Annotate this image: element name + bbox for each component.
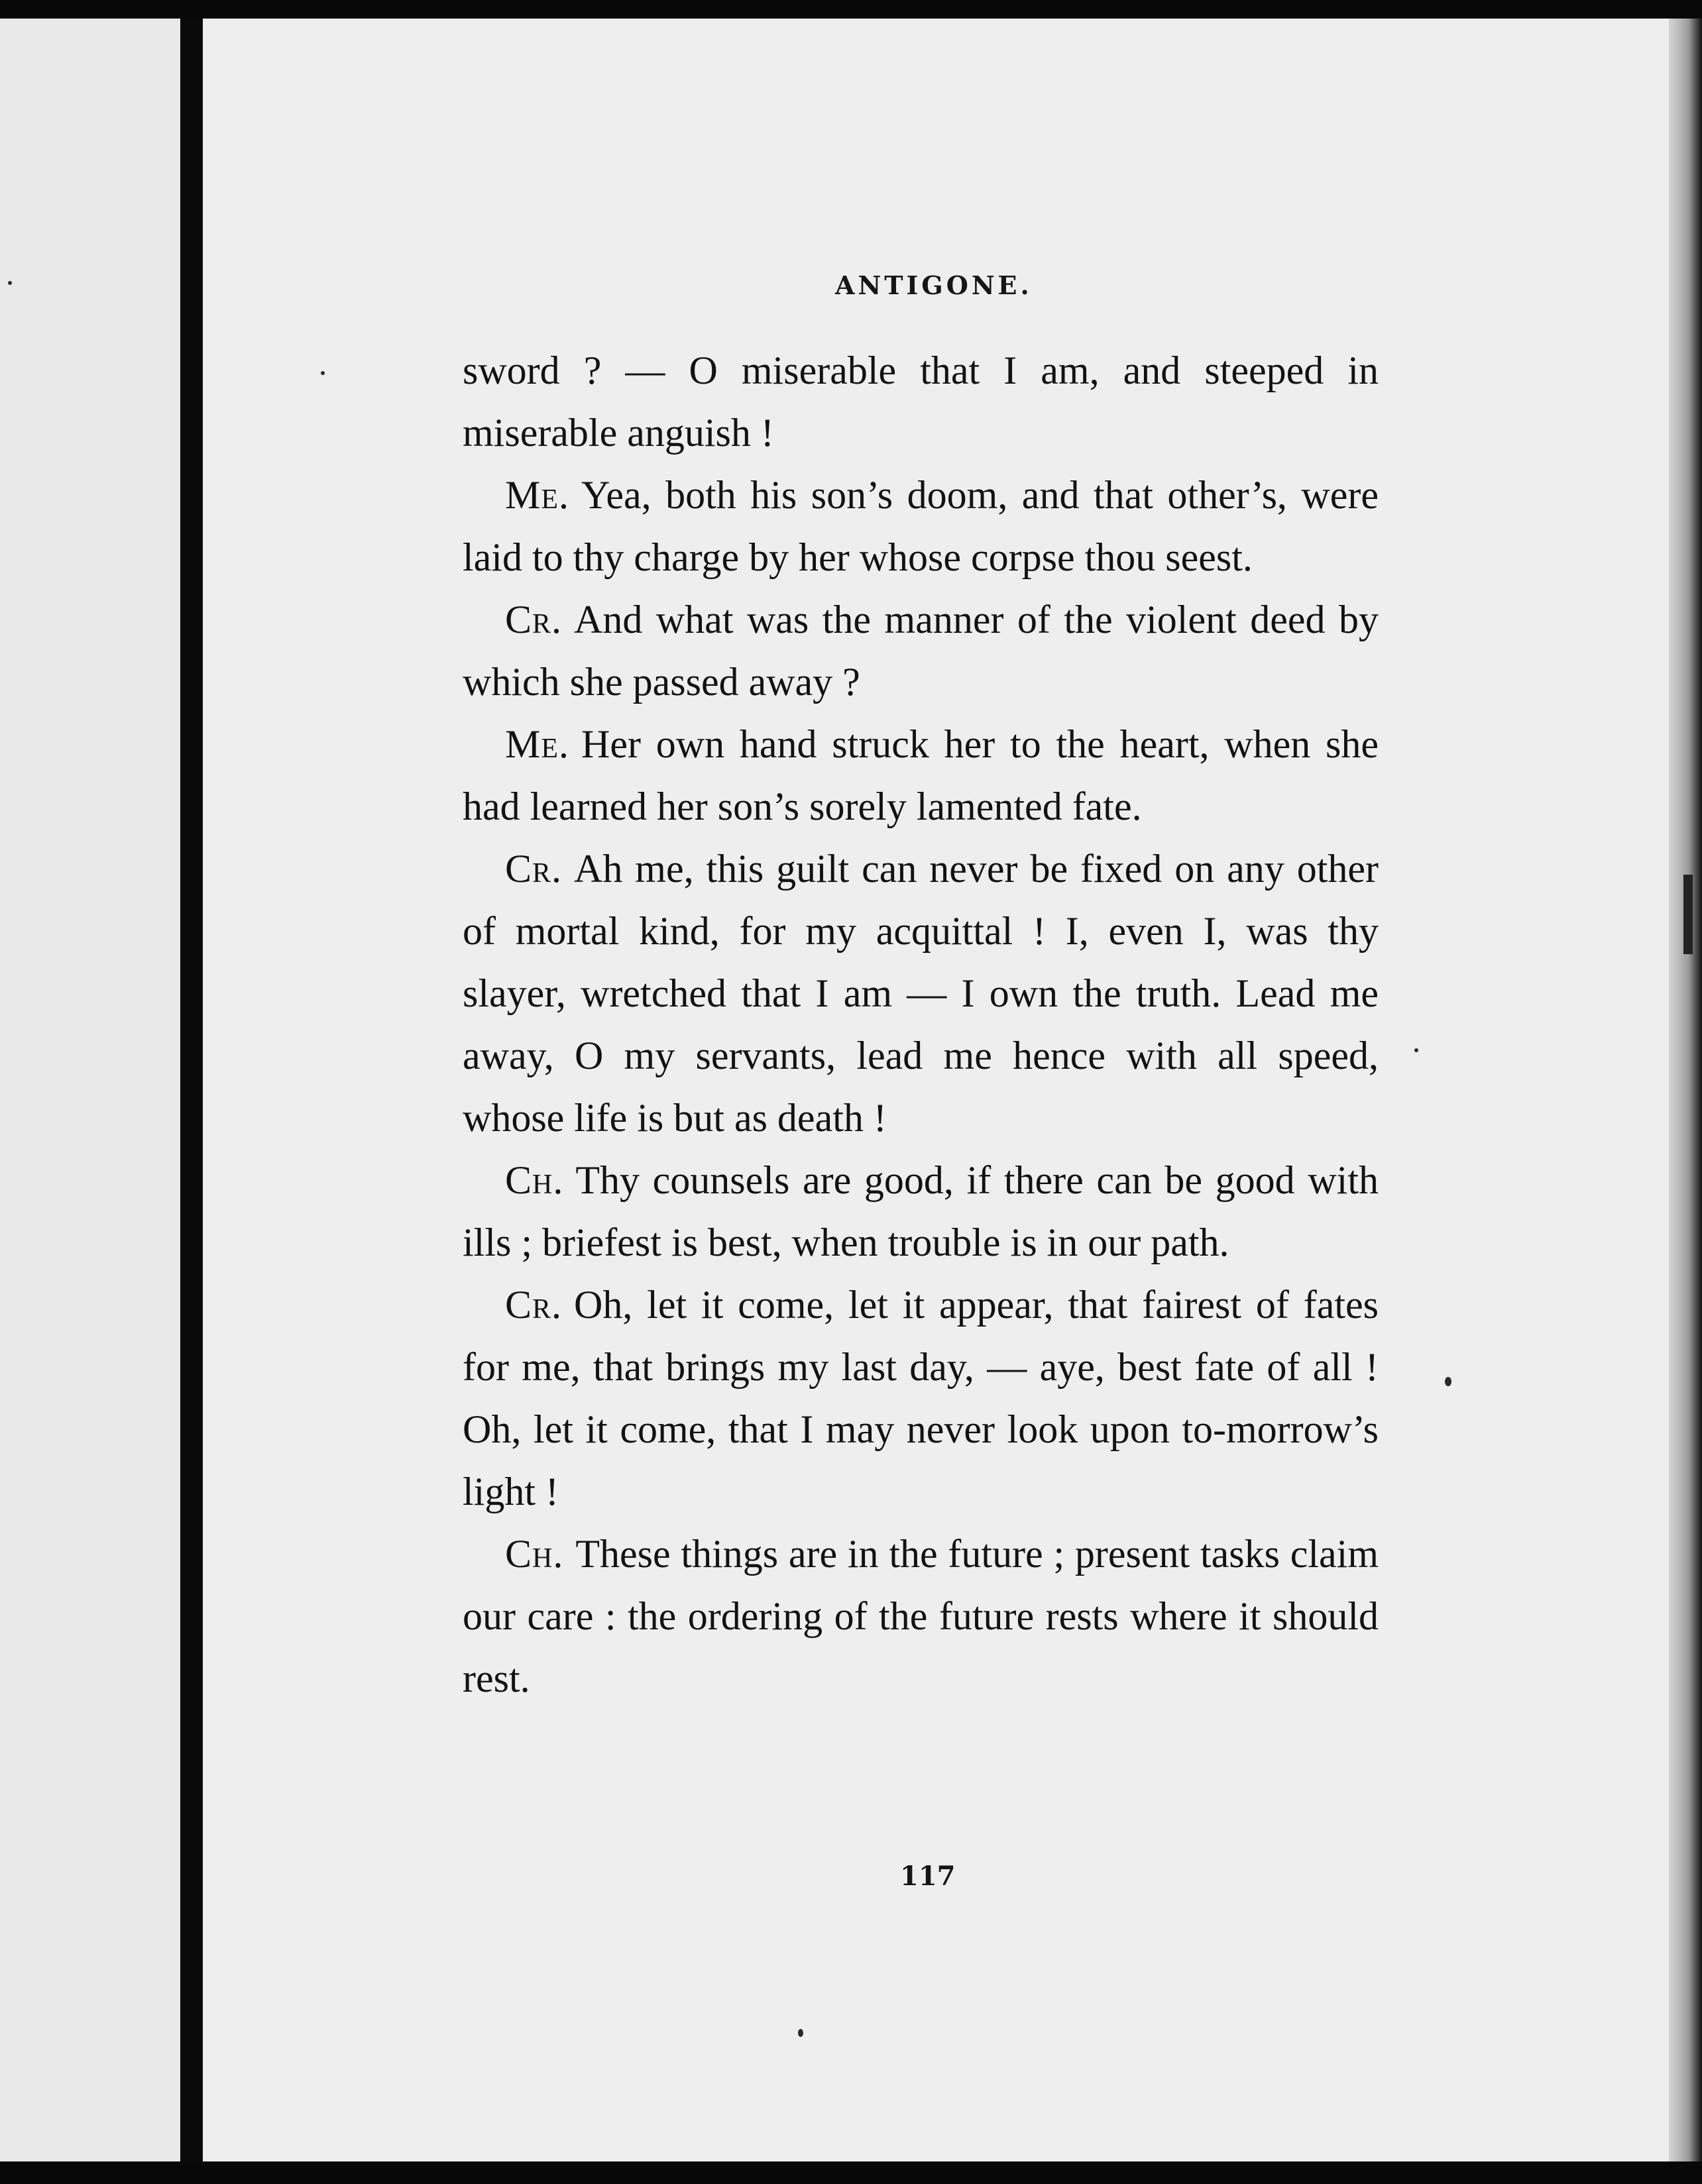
speech-paragraph <box>463 1274 1379 1523</box>
play-text <box>463 339 1379 1710</box>
speaker-label: Me. <box>505 722 570 766</box>
running-head: ANTIGONE. <box>835 270 1033 300</box>
speech-text: And what was the manner of the violent deed by which she passed away ? <box>463 598 1379 704</box>
speaker-label: Cr. <box>505 1283 563 1327</box>
speech-paragraph <box>463 838 1379 1149</box>
facing-page-edge <box>0 19 180 2161</box>
speech-paragraph <box>463 1149 1379 1274</box>
speech-text: Ah me, this guilt can never be fixed on any other of mortal kind, for my acquittal ! I, even I, was thy slayer, wretched that I am — I own the truth. Lead me away, O my servants, lead me hence with all speed, whose life is but as death ! <box>463 847 1379 1140</box>
speaker-label: Cr. <box>505 847 563 891</box>
speech-text: These things are in the future ; present tasks claim our care : the ordering of the future rests where it should rest. <box>463 1532 1379 1700</box>
page-right-edge <box>1669 19 1702 2161</box>
speaker-label: Ch. <box>505 1532 564 1576</box>
speech-paragraph <box>463 1523 1379 1710</box>
speech-text: Her own hand struck her to the heart, when she had learned her son’s sorely lamented fate. <box>463 722 1379 828</box>
scan-top-border <box>0 0 1702 19</box>
speaker-label: Me. <box>505 473 570 517</box>
book-gutter <box>180 19 203 2161</box>
scan-speck <box>321 371 325 375</box>
continued-text: sword ? — O miserable that I am, and steeped in miserable anguish ! <box>463 349 1379 455</box>
speech-paragraph <box>463 464 1379 588</box>
scan-bottom-border <box>0 2161 1702 2184</box>
speaker-label: Cr. <box>505 598 563 641</box>
scan-speck <box>1414 1048 1418 1052</box>
scan-speck <box>8 281 12 285</box>
scan-speck <box>1445 1377 1451 1386</box>
speech-paragraph <box>463 588 1379 713</box>
page-number: 117 <box>900 1861 956 1892</box>
speech-text: Yea, both his son’s doom, and that other’s, were laid to thy charge by her whose corpse thou seest. <box>463 473 1379 579</box>
speech-text: Thy counsels are good, if there can be good with ills ; briefest is best, when trouble is in our path. <box>463 1158 1379 1264</box>
scan-speck <box>798 2029 803 2037</box>
edge-tab-mark <box>1683 875 1693 954</box>
speech-paragraph <box>463 713 1379 838</box>
speech-text: Oh, let it come, let it appear, that fairest of fates for me, that brings my last day, — aye, best fate of all ! Oh, let it come, that I may never look upon to-morrow’s light ! <box>463 1283 1379 1513</box>
speaker-label: Ch. <box>505 1158 564 1202</box>
